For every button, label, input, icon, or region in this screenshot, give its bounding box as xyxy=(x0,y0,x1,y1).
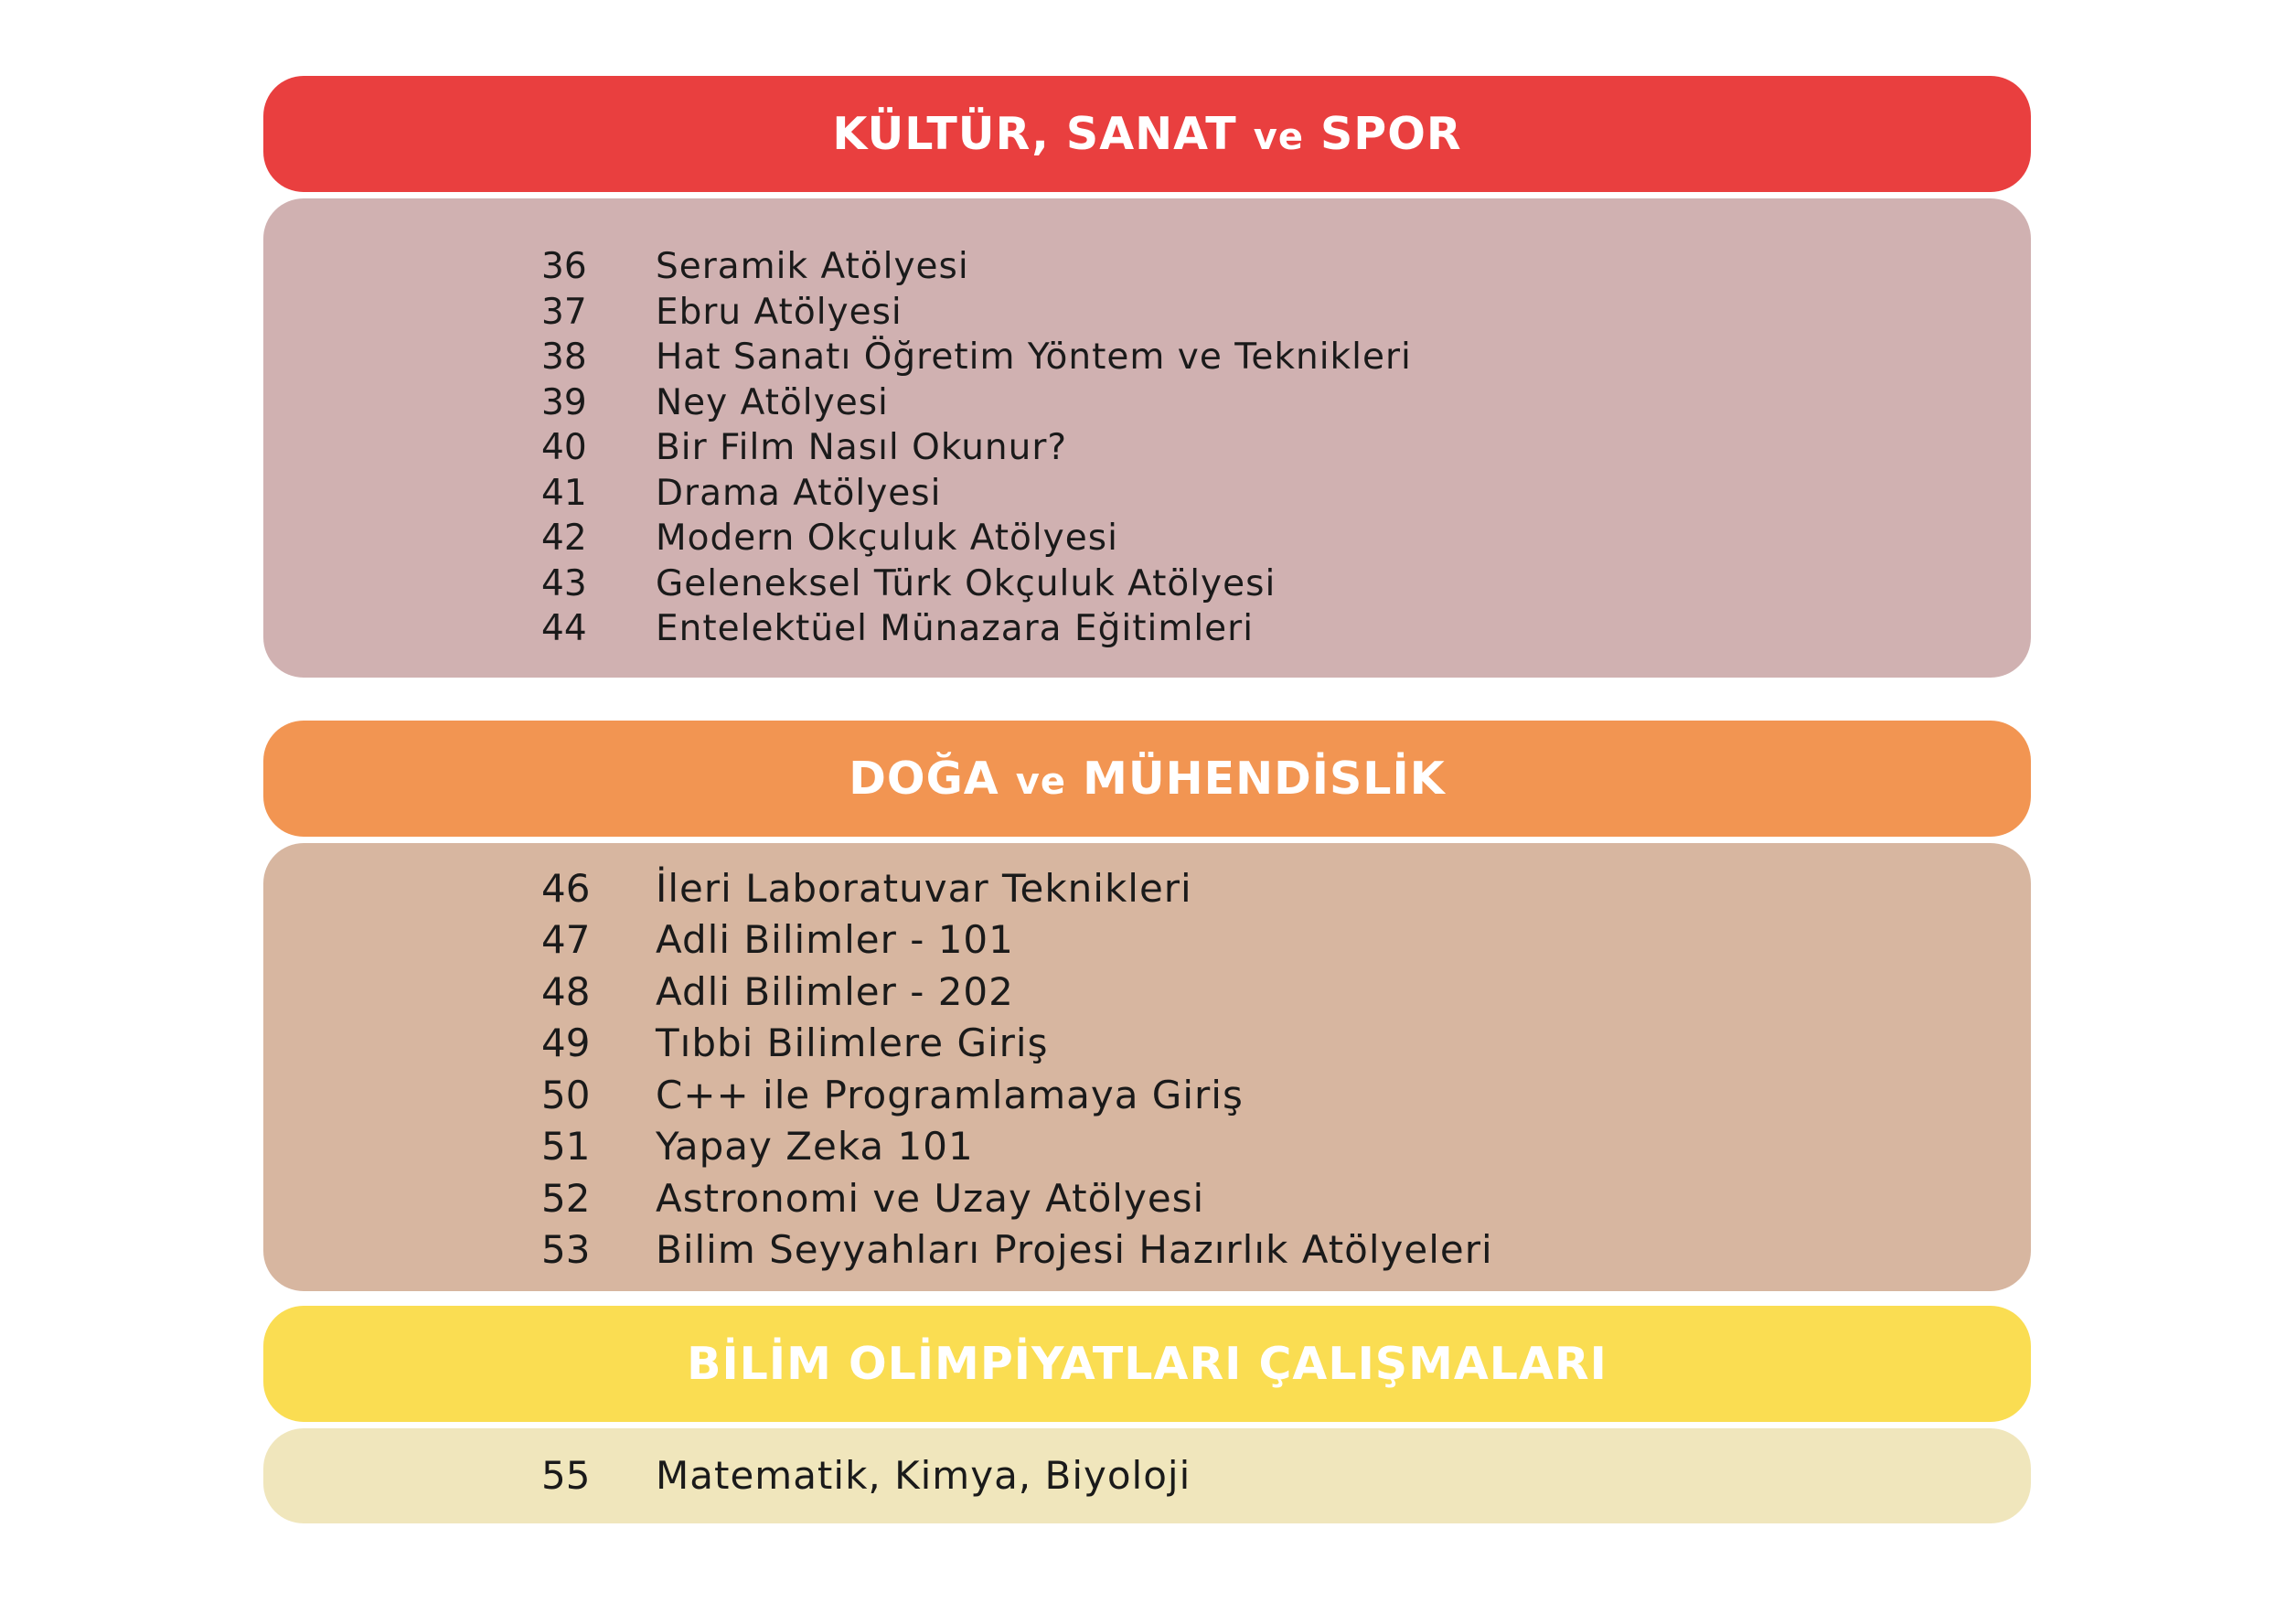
item-number: 39 xyxy=(541,382,587,423)
item-number: 37 xyxy=(541,292,587,333)
section-title: BİLİM OLİMPİYATLARI ÇALIŞMALARI xyxy=(687,1338,1608,1390)
section-header-kultur-sanat-spor xyxy=(263,76,2031,192)
item-title: Astronomi ve Uzay Atölyesi xyxy=(656,1176,1205,1221)
item-number: 53 xyxy=(541,1227,591,1272)
item-number: 36 xyxy=(541,246,587,287)
section-header-doga-muhendislik xyxy=(263,721,2031,837)
item-number: 41 xyxy=(541,473,587,514)
item-title: Adli Bilimler - 202 xyxy=(656,969,1014,1014)
item-title: Tıbbi Bilimlere Giriş xyxy=(656,1020,1049,1065)
item-title: Bir Film Nasıl Okunur? xyxy=(656,427,1068,468)
item-number: 50 xyxy=(541,1073,591,1117)
item-title: Yapay Zeka 101 xyxy=(656,1124,974,1169)
item-number: 55 xyxy=(541,1453,591,1498)
section-body-doga-muhendislik xyxy=(263,843,2031,1291)
section-title: KÜLTÜR, SANAT ve SPOR xyxy=(832,108,1462,160)
section-body-kultur-sanat-spor xyxy=(263,198,2031,678)
item-number: 38 xyxy=(541,337,587,378)
item-number: 47 xyxy=(541,917,591,962)
item-title: Bilim Seyyahları Projesi Hazırlık Atölyeleri xyxy=(656,1227,1493,1272)
item-title: Ney Atölyesi xyxy=(656,382,889,423)
section-header-bilim-olimpiyatlari xyxy=(263,1306,2031,1422)
item-number: 43 xyxy=(541,563,587,604)
item-title: Ebru Atölyesi xyxy=(656,292,903,333)
item-title: Seramik Atölyesi xyxy=(656,246,969,287)
item-number: 40 xyxy=(541,427,587,468)
item-title: Matematik, Kimya, Biyoloji xyxy=(656,1453,1191,1498)
item-number: 52 xyxy=(541,1176,591,1221)
item-title: Adli Bilimler - 101 xyxy=(656,917,1014,962)
item-title: Modern Okçuluk Atölyesi xyxy=(656,518,1118,559)
item-title: C++ ile Programlamaya Giriş xyxy=(656,1073,1244,1117)
item-title: İleri Laboratuvar Teknikleri xyxy=(656,866,1192,911)
item-title: Entelektüel Münazara Eğitimleri xyxy=(656,608,1255,649)
item-number: 49 xyxy=(541,1020,591,1065)
item-number: 46 xyxy=(541,866,591,911)
item-title: Drama Atölyesi xyxy=(656,473,942,514)
item-number: 44 xyxy=(541,608,587,649)
item-title: Geleneksel Türk Okçuluk Atölyesi xyxy=(656,563,1277,604)
item-title: Hat Sanatı Öğretim Yöntem ve Teknikleri xyxy=(656,337,1412,378)
item-number: 51 xyxy=(541,1124,591,1169)
item-number: 42 xyxy=(541,518,587,559)
section-body-bilim-olimpiyatlari xyxy=(263,1428,2031,1523)
item-number: 48 xyxy=(541,969,591,1014)
section-title: DOĞA ve MÜHENDİSLİK xyxy=(849,753,1446,805)
